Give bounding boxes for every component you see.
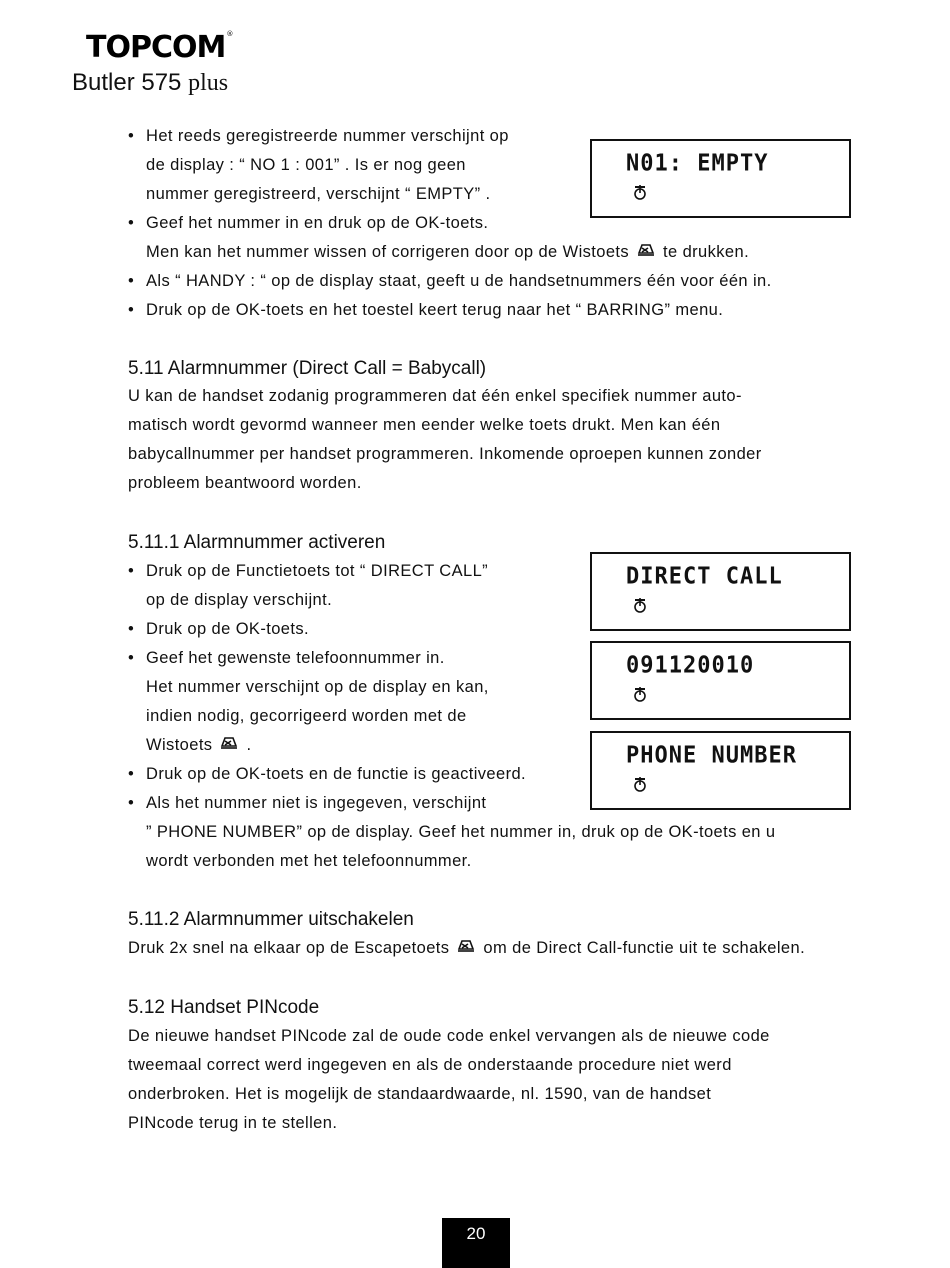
text-line: Het nummer verschijnt op de display en kan, <box>146 678 489 696</box>
bullet: • <box>128 562 134 580</box>
section-heading: 5.11.1 Alarmnummer activeren <box>128 532 386 553</box>
handset-status-icon <box>632 596 648 614</box>
text-line: ” PHONE NUMBER” op de display. Geef het nummer in, druk op de OK-toets en u <box>146 823 776 841</box>
text-line: babycallnummer per handset programmeren. Inkomende oproepen kunnen zonder <box>128 445 762 463</box>
text-line: Druk op de OK-toets. <box>146 620 309 638</box>
bullet: • <box>128 794 134 812</box>
bullet: • <box>128 765 134 783</box>
text-line: Geef het gewenste telefoonnummer in. <box>146 649 445 667</box>
registered-mark: ® <box>226 30 233 38</box>
lcd-text: N01: EMPTY <box>626 150 769 177</box>
clear-key-icon <box>636 243 656 259</box>
text-segment: om de Direct Call-functie uit te schakelen. <box>483 939 806 957</box>
text-line: Als het nummer niet is ingegeven, verschijnt <box>146 794 487 812</box>
bullet: • <box>128 620 134 638</box>
text-line: wordt verbonden met het telefoonnummer. <box>146 852 472 870</box>
text-line: Druk op de OK-toets en de functie is geactiveerd. <box>146 765 527 783</box>
brand-logo <box>86 30 232 65</box>
section-heading: 5.11 Alarmnummer (Direct Call = Babycall) <box>128 358 487 379</box>
page-number: 20 <box>442 1218 510 1268</box>
clear-key-icon <box>456 939 476 955</box>
text-line: Het reeds geregistreerde nummer verschijnt op <box>146 127 509 145</box>
model-suffix: plus <box>188 70 229 96</box>
text-line: Geef het nummer in en druk op de OK-toets. <box>146 214 489 232</box>
text-line: De nieuwe handset PINcode zal de oude code enkel vervangen als de nieuwe code <box>128 1027 770 1045</box>
text-segment: Druk 2x snel na elkaar op de Escapetoets <box>128 939 450 957</box>
lcd-text: 091120010 <box>626 652 755 679</box>
bullet: • <box>128 214 134 232</box>
text-line: Druk op de OK-toets en het toestel keert terug naar het “ BARRING” menu. <box>146 301 724 319</box>
text-line: de display : “ NO 1 : 001” . Is er nog geen <box>146 156 466 174</box>
clear-key-icon <box>219 736 239 752</box>
text-line: onderbroken. Het is mogelijk de standaardwaarde, nl. 1590, van de handset <box>128 1085 712 1103</box>
bullet: • <box>128 301 134 319</box>
lcd-display <box>590 731 851 810</box>
text-line: matisch wordt gevormd wanneer men eender welke toets drukt. Men kan één <box>128 416 721 434</box>
text-line: op de display verschijnt. <box>146 591 333 609</box>
text-line <box>146 731 251 760</box>
text-segment: Wistoets <box>146 736 213 754</box>
text-line: U kan de handset zodanig programmeren dat één enkel specifiek nummer auto- <box>128 387 742 405</box>
bullet: • <box>128 272 134 290</box>
lcd-display <box>590 139 851 218</box>
lcd-text: DIRECT CALL <box>626 563 783 590</box>
bullet: • <box>128 649 134 667</box>
lcd-display <box>590 552 851 631</box>
text-line: tweemaal correct werd ingegeven en als de onderstaande procedure niet werd <box>128 1056 732 1074</box>
section-heading: 5.12 Handset PINcode <box>128 997 320 1018</box>
bullet: • <box>128 127 134 145</box>
text-line: probleem beantwoord worden. <box>128 474 362 492</box>
model-title <box>72 69 228 97</box>
section-heading: 5.11.2 Alarmnummer uitschakelen <box>128 909 414 930</box>
brand-name: TOPCOM <box>86 30 226 65</box>
text-segment: Men kan het nummer wissen of corrigeren door op de Wistoets <box>146 243 630 261</box>
text-line: nummer geregistreerd, verschijnt “ EMPTY” . <box>146 185 491 203</box>
text-line: Als “ HANDY : “ op de display staat, geeft u de handsetnummers één voor één in. <box>146 272 772 290</box>
text-line: Druk op de Functietoets tot “ DIRECT CALL” <box>146 562 489 580</box>
text-segment: te drukken. <box>663 243 750 261</box>
text-line: PINcode terug in te stellen. <box>128 1114 338 1132</box>
handset-status-icon <box>632 183 648 201</box>
text-line <box>128 934 805 963</box>
lcd-text: PHONE NUMBER <box>626 742 797 769</box>
text-line <box>146 238 749 267</box>
lcd-display <box>590 641 851 720</box>
handset-status-icon <box>632 685 648 703</box>
model-name: Butler 575 <box>72 69 182 96</box>
text-line: indien nodig, gecorrigeerd worden met de <box>146 707 467 725</box>
handset-status-icon <box>632 775 648 793</box>
text-segment: . <box>246 736 252 754</box>
